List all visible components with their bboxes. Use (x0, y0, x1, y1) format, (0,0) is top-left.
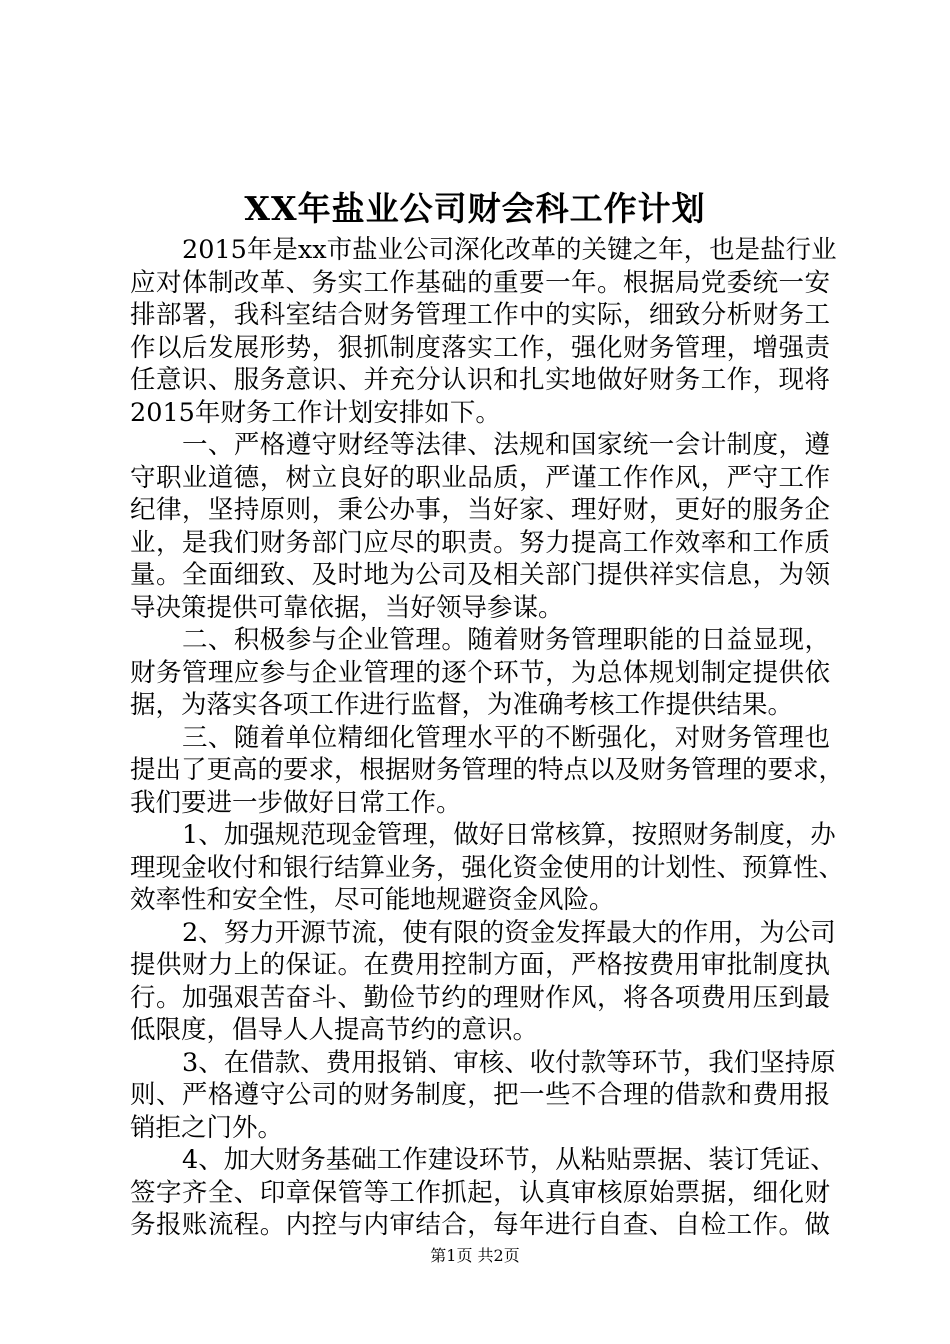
text-line: 导决策提供可靠依据，当好领导参谋。 (130, 592, 564, 623)
text-line: 二、积极参与企业管理。随着财务管理职能的日益显现， (182, 625, 830, 655)
text-line: 三、随着单位精细化管理水平的不断强化，对财务管理也 (182, 722, 830, 753)
paragraph-item-1 (130, 819, 845, 917)
text-line: 纪律，坚持原则，秉公办事，当好家、理好财，更好的服务企 (130, 495, 830, 525)
text-line: 提出了更高的要求，根据财务管理的特点以及财务管理的要求， (130, 755, 845, 785)
text-line: 务报账流程。内控与内审结合，每年进行自查、自检工作。做 (130, 1210, 830, 1240)
text-line: 排部署，我科室结合财务管理工作中的实际，细致分析财务工 (130, 300, 830, 330)
text-line: 作以后发展形势，狠抓制度落实工作，强化财务管理，增强责 (130, 332, 830, 363)
text-line: 2015年是xx市盐业公司深化改革的关键之年，也是盐行业 (182, 235, 837, 265)
text-line: 效率性和安全性，尽可能地规避资金风险。 (130, 885, 615, 915)
text-line: 量。全面细致、及时地为公司及相关部门提供祥实信息，为领 (130, 560, 830, 590)
text-line: 1、加强规范现金管理，做好日常核算，按照财务制度，办 (182, 820, 836, 850)
text-line: 财务管理应参与企业管理的逐个环节，为总体规划制定提供依 (130, 657, 830, 688)
text-line: 2015年财务工作计划安排如下。 (130, 397, 501, 428)
document-title: XX年盐业公司财会科工作计划 (244, 189, 706, 228)
text-line: 则、严格遵守公司的财务制度，把一些不合理的借款和费用报 (130, 1080, 830, 1110)
text-line: 我们要进一步做好日常工作。 (130, 787, 462, 818)
paragraph-item-3 (130, 1047, 836, 1145)
paragraph-item-2 (130, 917, 836, 1047)
paragraph-item-4 (130, 1144, 836, 1242)
text-line: 低限度，倡导人人提高节约的意识。 (130, 1015, 539, 1045)
text-line: 行。加强艰苦奋斗、勤俭节约的理财作风，将各项费用压到最 (130, 982, 830, 1013)
text-line: 销拒之门外。 (130, 1112, 284, 1143)
paragraph-intro (130, 234, 837, 429)
text-line: 3、在借款、费用报销、审核、收付款等环节，我们坚持原 (182, 1047, 836, 1078)
text-line: 守职业道德，树立良好的职业品质，严谨工作作风，严守工作 (130, 462, 830, 493)
text-line: 任意识、服务意识、并充分认识和扎实地做好财务工作，现将 (130, 365, 830, 395)
text-line: 提供财力上的保证。在费用控制方面，严格按费用审批制度执 (130, 950, 830, 980)
paragraph-section-2 (130, 624, 830, 722)
text-line: 业，是我们财务部门应尽的职责。努力提高工作效率和工作质 (130, 527, 830, 558)
text-line: 签字齐全、印章保管等工作抓起，认真审核原始票据，细化财 (130, 1177, 830, 1208)
document-body (130, 234, 845, 1242)
paragraph-section-1 (130, 429, 830, 624)
text-line: 据，为落实各项工作进行监督，为准确考核工作提供结果。 (130, 690, 794, 720)
page-footer: 第1页 共2页 (430, 1246, 520, 1265)
text-line: 2、努力开源节流，使有限的资金发挥最大的作用，为公司 (182, 917, 836, 948)
text-line: 应对体制改革、务实工作基础的重要一年。根据局党委统一安 (130, 267, 830, 298)
paragraph-section-3 (130, 722, 845, 820)
text-line: 理现金收付和银行结算业务，强化资金使用的计划性、预算性、 (130, 852, 845, 883)
text-line: 4、加大财务基础工作建设环节，从粘贴票据、装订凭证、 (182, 1145, 836, 1175)
text-line: 一、严格遵守财经等法律、法规和国家统一会计制度，遵 (182, 430, 830, 460)
